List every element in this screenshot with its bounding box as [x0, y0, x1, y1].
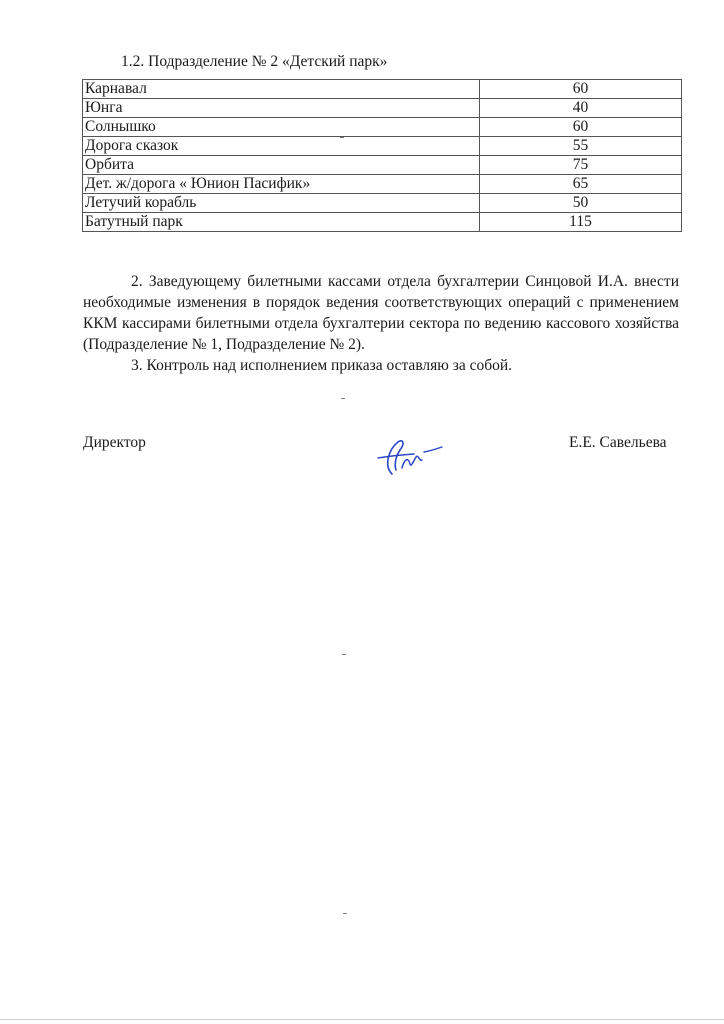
attraction-price: 65 — [480, 175, 682, 194]
signatory-name: Е.Е. Савельева — [569, 434, 667, 451]
scan-speck — [340, 137, 344, 138]
section-title: 1.2. Подразделение № 2 «Детский парк» — [121, 53, 388, 70]
attraction-price: 60 — [480, 118, 682, 137]
attraction-price: 75 — [480, 156, 682, 175]
scan-speck — [343, 913, 347, 914]
attraction-name: Летучий корабль — [83, 194, 480, 213]
attraction-name: Солнышко — [83, 118, 480, 137]
attraction-name: Дет. ж/дорога « Юнион Пасифик» — [83, 175, 480, 194]
attraction-name: Орбита — [83, 156, 480, 175]
attraction-name: Карнавал — [83, 80, 480, 99]
paragraph-control: 3. Контроль над исполнением приказа оставляю за собой. — [131, 357, 513, 374]
attraction-name: Юнга — [83, 99, 480, 118]
scan-speck — [341, 398, 345, 399]
table-row — [83, 213, 682, 232]
paragraph-instruction: 2. Заведующему билетными кассами отдела бухгалтерии Синцовой И.А. внести необходимые изменения в порядок ведения соответствующих операций с применением ККМ кассирами билетными отдела бухгалтерии сектора по ведению кассового хозяйства (Подразделение № 1, Подразделение № 2). — [83, 273, 679, 353]
signatory-role: Директор — [83, 434, 146, 451]
scan-edge-line — [0, 1019, 724, 1020]
table-row — [83, 175, 682, 194]
attraction-price: 50 — [480, 194, 682, 213]
attraction-price: 55 — [480, 137, 682, 156]
attraction-price: 60 — [480, 80, 682, 99]
attraction-name: Дорога сказок — [83, 137, 480, 156]
attraction-price: 40 — [480, 99, 682, 118]
table-row — [83, 99, 682, 118]
table-row — [83, 80, 682, 99]
table-row — [83, 194, 682, 213]
price-table — [82, 79, 682, 232]
table-row — [83, 137, 682, 156]
attraction-price: 115 — [480, 213, 682, 232]
scan-speck — [342, 654, 346, 655]
table-row — [83, 156, 682, 175]
handwritten-signature — [370, 430, 450, 478]
attraction-name: Батутный парк — [83, 213, 480, 232]
table-row — [83, 118, 682, 137]
